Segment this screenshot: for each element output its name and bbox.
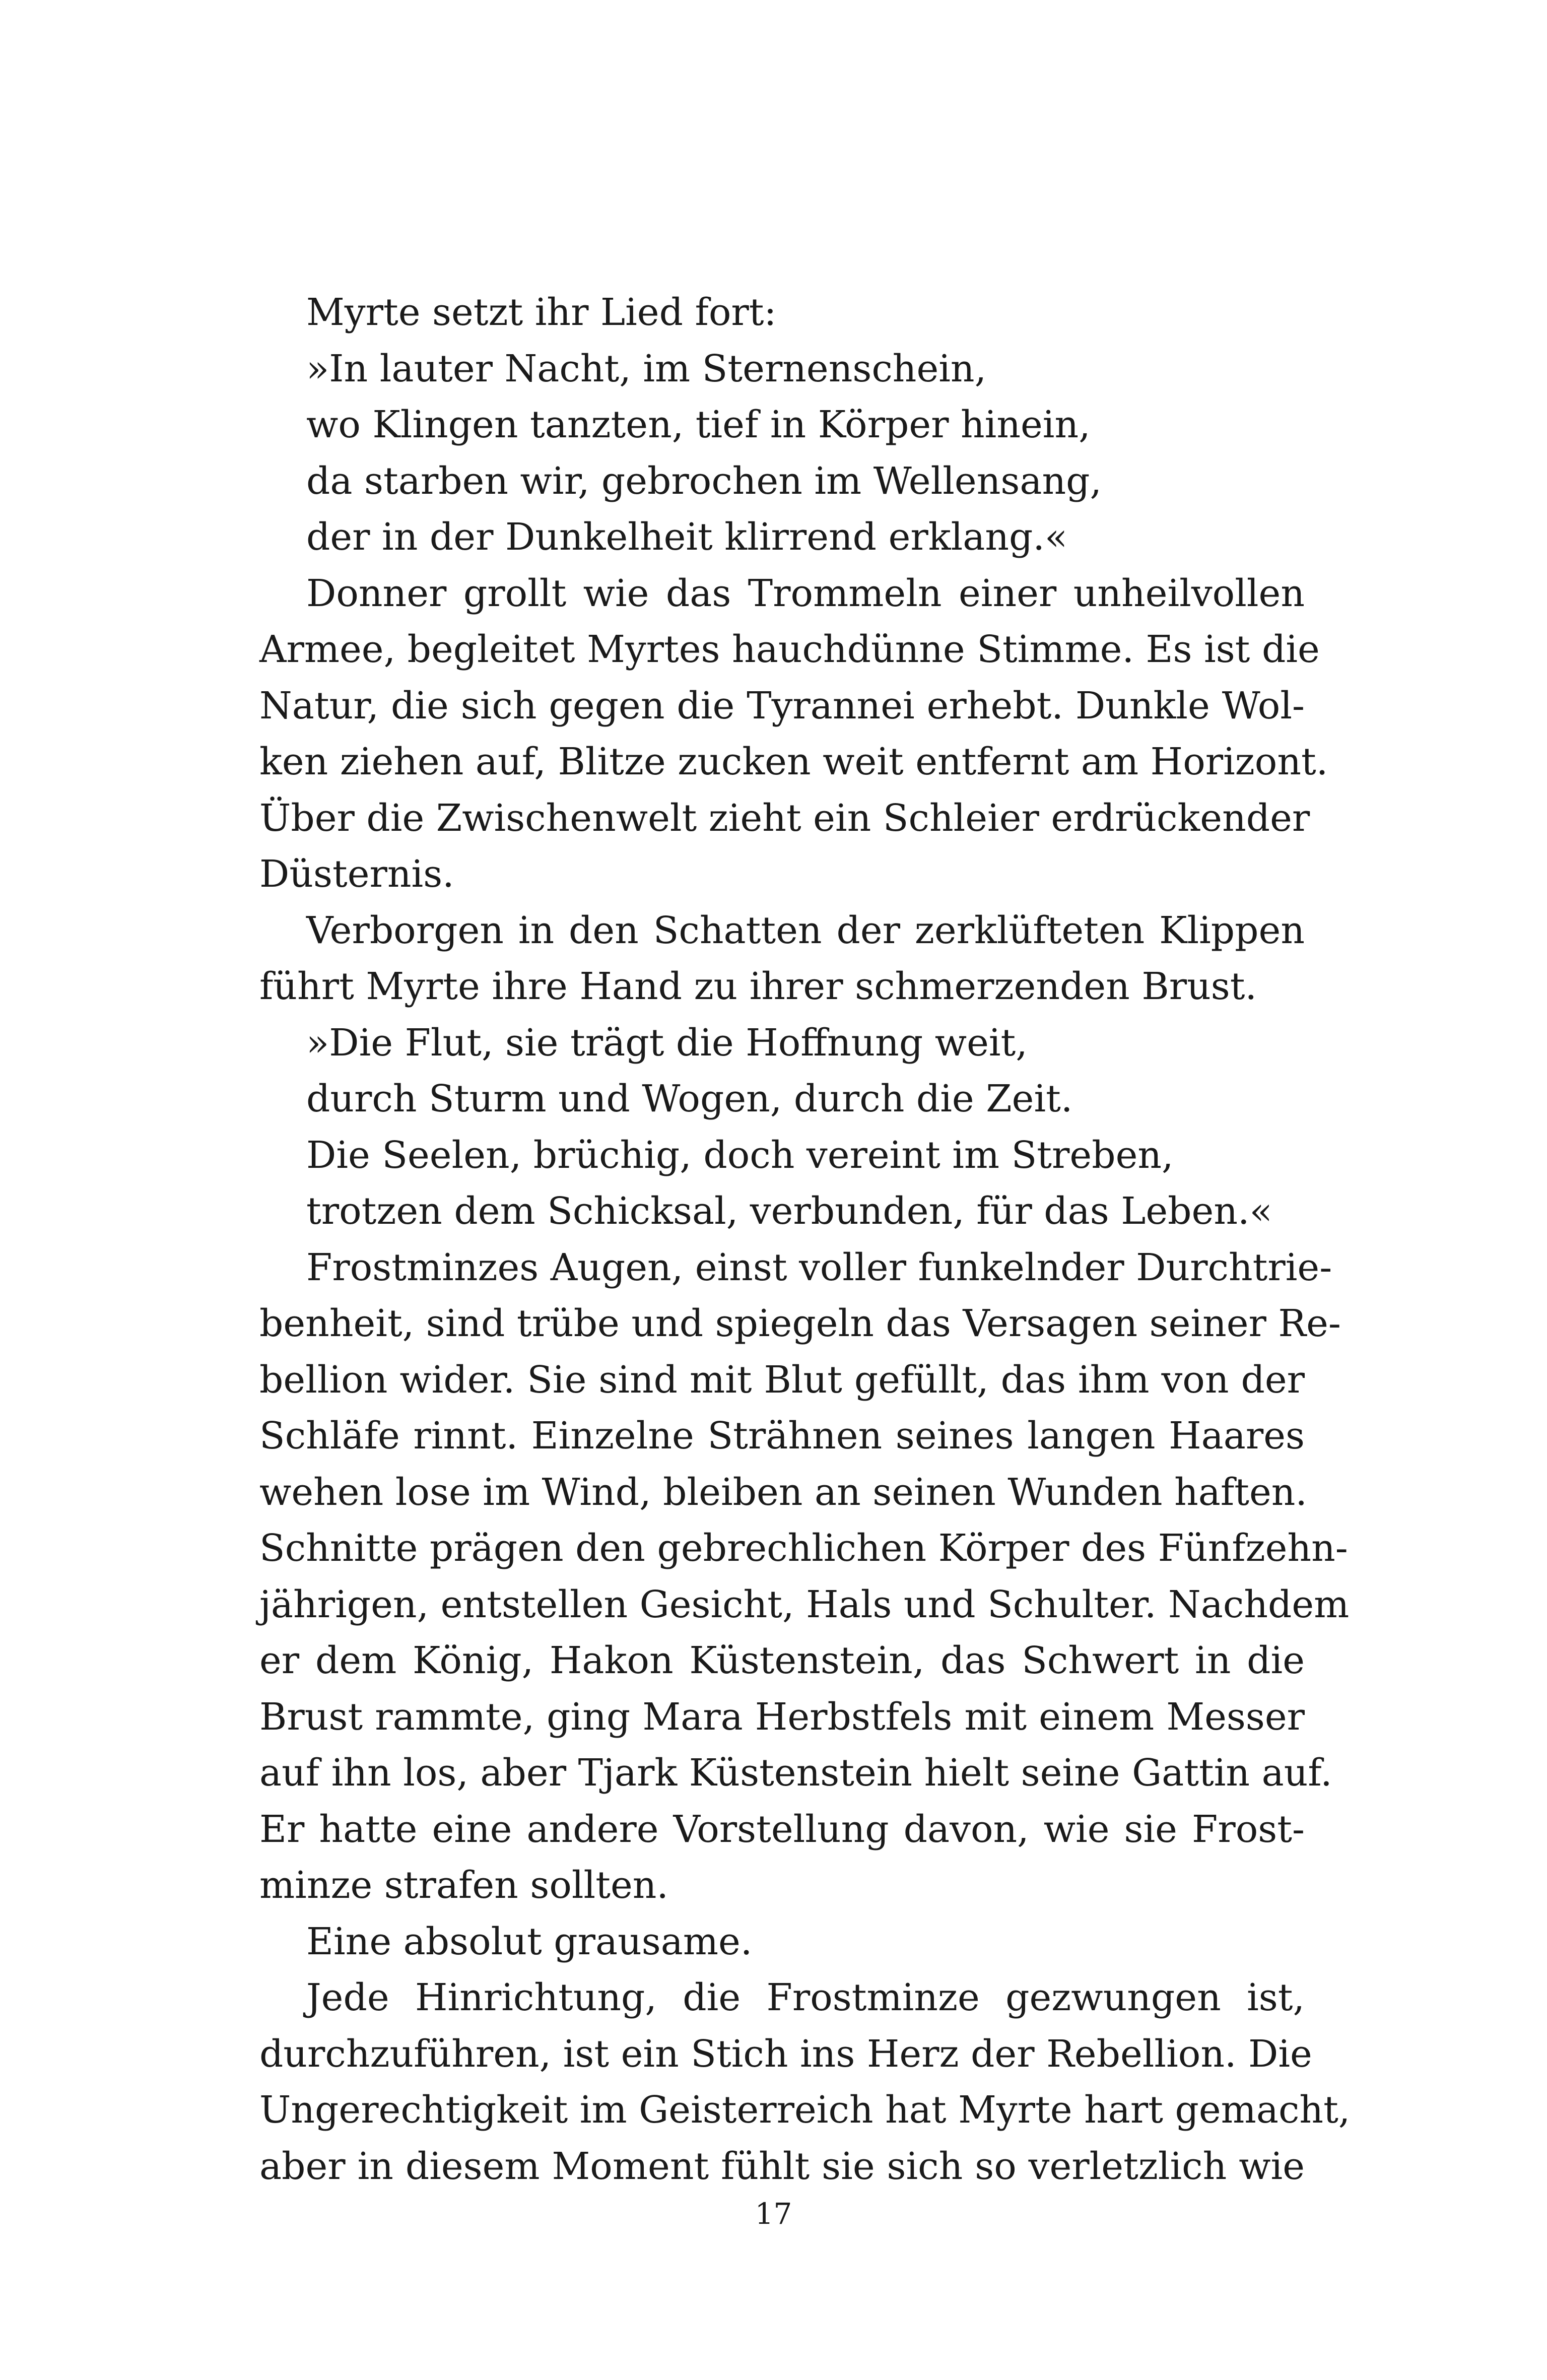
text-line: Verborgen in den Schatten der zerklüfteten Klippen — [306, 908, 1305, 952]
page-number: 17 — [755, 2197, 792, 2231]
text-line: Myrte setzt ihr Lied fort: — [306, 291, 777, 334]
text-line: Düsternis. — [259, 852, 454, 896]
text-line: Brust rammte, ging Mara Herbstfels mit einem Messer — [259, 1695, 1305, 1739]
text-line: Eine absolut grausame. — [306, 1920, 753, 1963]
text-line: Armee, begleitet Myrtes hauchdünne Stimme. Es ist die — [259, 628, 1320, 671]
text-line: Ungerechtigkeit im Geisterreich hat Myrte hart gemacht, — [259, 2088, 1351, 2132]
verse-line: trotzen dem Schicksal, verbunden, für das Leben.« — [306, 1189, 1272, 1233]
verse-line: »Die Flut, sie trägt die Hoffnung weit, — [306, 1021, 1028, 1065]
text-line: minze strafen sollten. — [259, 1864, 668, 1907]
verse-line: Die Seelen, brüchig, doch vereint im Streben, — [306, 1133, 1174, 1177]
text-line: ken ziehen auf, Blitze zucken weit entfernt am Horizont. — [259, 740, 1328, 783]
verse-line: der in der Dunkelheit klirrend erklang.« — [306, 515, 1068, 559]
body-text — [259, 285, 1351, 2195]
text-line: Er hatte eine andere Vorstellung davon, wie sie Frost- — [259, 1807, 1305, 1851]
text-line: führt Myrte ihre Hand zu ihrer schmerzenden Brust. — [259, 965, 1257, 1008]
text-line: auf ihn los, aber Tjark Küstenstein hielt seine Gattin auf. — [259, 1751, 1332, 1795]
verse-line: »In lauter Nacht, im Sternenschein, — [306, 347, 987, 390]
text-line: durchzuführen, ist ein Stich ins Herz der Rebellion. Die — [259, 2032, 1312, 2076]
text-line: Über die Zwischenwelt zieht ein Schleier erdrückender — [259, 796, 1310, 840]
verse-line: durch Sturm und Wogen, durch die Zeit. — [306, 1077, 1073, 1120]
text-line: Schläfe rinnt. Einzelne Strähnen seines langen Haares — [259, 1414, 1305, 1458]
text-line: Jede Hinrichtung, die Frostminze gezwungen ist, — [306, 1976, 1305, 2019]
text-line: Natur, die sich gegen die Tyrannei erhebt. Dunkle Wol- — [259, 684, 1305, 728]
text-line: Donner grollt wie das Trommeln einer unheilvollen — [306, 571, 1305, 615]
verse-line: wo Klingen tanzten, tief in Körper hinein, — [306, 403, 1091, 446]
text-line: er dem König, Hakon Küstenstein, das Schwert in die — [259, 1639, 1305, 1682]
text-line: bellion wider. Sie sind mit Blut gefüllt, das ihm von der — [259, 1358, 1305, 1402]
text-line: Schnitte prägen den gebrechlichen Körper des Fünfzehn- — [259, 1527, 1348, 1570]
text-line: benheit, sind trübe und spiegeln das Versagen seiner Re- — [259, 1302, 1341, 1345]
verse-line: da starben wir, gebrochen im Wellensang, — [306, 459, 1102, 503]
text-line: Frostminzes Augen, einst voller funkelnder Durchtrie- — [306, 1245, 1332, 1289]
text-line: wehen lose im Wind, bleiben an seinen Wunden haften. — [259, 1470, 1307, 1514]
text-line: aber in diesem Moment fühlt sie sich so verletzlich wie — [259, 2144, 1305, 2188]
text-line: jährigen, entstellen Gesicht, Hals und Schulter. Nachdem — [259, 1582, 1350, 1626]
